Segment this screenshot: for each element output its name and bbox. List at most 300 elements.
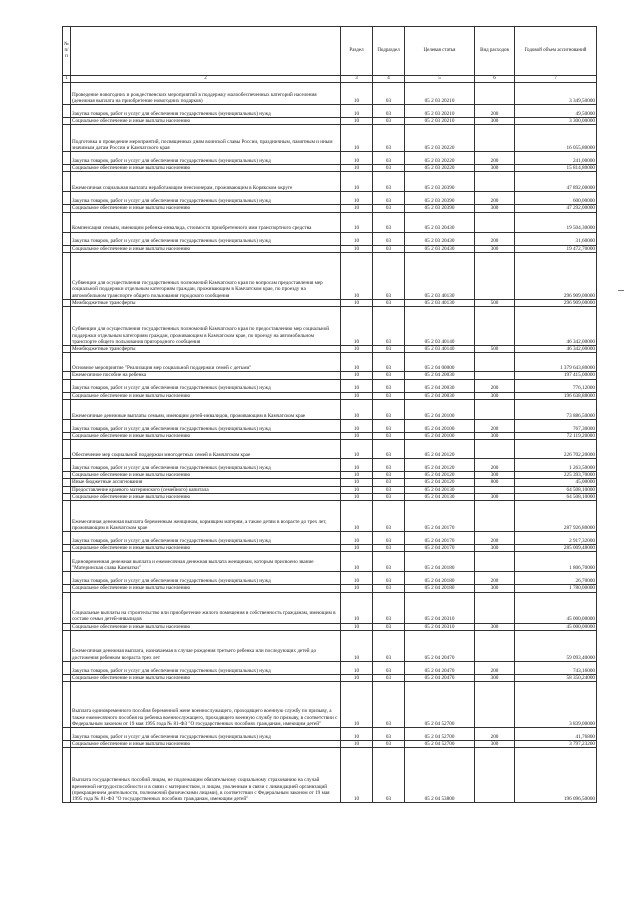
row-razdel: 10 xyxy=(341,419,373,432)
table-row xyxy=(63,674,597,681)
header-name xyxy=(71,27,341,76)
table-row xyxy=(63,152,597,165)
row-podrazdel: 03 xyxy=(373,192,405,205)
table-row xyxy=(63,748,597,803)
row-sum: 1 263,50000 xyxy=(515,459,597,472)
row-cst: 05 2 04 52700 xyxy=(405,740,475,747)
row-podrazdel: 03 xyxy=(373,125,405,152)
row-razdel: 10 xyxy=(341,83,373,105)
row-razdel: 10 xyxy=(341,346,373,353)
row-name: Закупка товаров, работ и услуг для обеспечения государственных (муниципальных) нужд xyxy=(71,572,341,585)
table-row xyxy=(63,392,597,399)
row-razdel: 10 xyxy=(341,459,373,472)
header-podrazdel: Подраздел xyxy=(373,27,405,76)
table-row xyxy=(63,212,597,232)
row-sum: 287 926,80000 xyxy=(515,501,597,532)
row-razdel: 10 xyxy=(341,245,373,252)
row-sum: 16 055,80000 xyxy=(515,125,597,152)
column-index: 1 xyxy=(63,76,71,83)
row-name: Социальное обеспечение и иные выплаты населению xyxy=(71,585,341,592)
row-cst: 05 2 03 40140 xyxy=(405,307,475,346)
row-vr xyxy=(475,486,515,493)
row-vr: 500 xyxy=(475,346,515,353)
row-name: Субвенции для осуществления государственных полномочий Камчатского края по предоставлению мер социальной поддержки отдельным категориям граждан, проживающим в Камчатском крае, по проезду на автомобильном транспорте общего пользования пригородного сообщения xyxy=(71,307,341,346)
row-cst: 05 2 03 20210 xyxy=(405,118,475,125)
row-sum: 2 917,32000 xyxy=(515,532,597,545)
table-row xyxy=(63,501,597,532)
row-name: Ежемесячное пособие на ребенка xyxy=(71,372,341,379)
column-index: 3 xyxy=(341,76,373,83)
row-sum: 1 379 643,80000 xyxy=(515,353,597,372)
column-index: 6 xyxy=(475,76,515,83)
row-razdel: 10 xyxy=(341,552,373,572)
table-row xyxy=(63,545,597,552)
row-sum: 196 096,50000 xyxy=(515,748,597,803)
row-name: Закупка товаров, работ и услуг для обеспечения государственных (муниципальных) нужд xyxy=(71,661,341,674)
row-name: Социальное обеспечение и иные выплаты населению xyxy=(71,165,341,172)
row-cst: 05 2 04 20170 xyxy=(405,545,475,552)
row-podrazdel: 03 xyxy=(373,661,405,674)
row-name: Выплата единовременного пособия беременной жене военнослужащего, проходящего военную службу по призыву, а также ежемесячного пособия на ребенка военнослужащего, проходящего военную службу по призыву, в соответствии с Федеральным законом от 19 мая 1995 года № 81-ФЗ "О государственных пособиях гражданам, имеющим детей" xyxy=(71,681,341,727)
row-num xyxy=(63,125,71,152)
row-vr xyxy=(475,372,515,379)
row-sum: 296 909,00000 xyxy=(515,252,597,299)
row-name: Подготовка и проведение мероприятий, посвященных дням воинской славы России, праздничным, памятным и иным значимым датам России и Камчатского края xyxy=(71,125,341,152)
table-row xyxy=(63,459,597,472)
row-cst: 05 2 04 20120 xyxy=(405,479,475,486)
row-razdel: 10 xyxy=(341,105,373,118)
row-cst: 05 2 04 20030 xyxy=(405,392,475,399)
row-cst: 05 2 03 20220 xyxy=(405,125,475,152)
row-vr xyxy=(475,252,515,299)
row-sum: 72 119,20000 xyxy=(515,432,597,439)
row-podrazdel: 03 xyxy=(373,532,405,545)
row-vr: 200 xyxy=(475,379,515,392)
row-razdel: 10 xyxy=(341,172,373,192)
row-name: Социальное обеспечение и иные выплаты населению xyxy=(71,205,341,212)
table-row xyxy=(63,118,597,125)
row-num xyxy=(63,727,71,740)
row-num xyxy=(63,532,71,545)
row-cst: 05 2 04 53800 xyxy=(405,748,475,803)
row-podrazdel: 03 xyxy=(373,479,405,486)
row-razdel: 10 xyxy=(341,661,373,674)
table-row xyxy=(63,552,597,572)
table-row xyxy=(63,125,597,152)
row-sum: 743,16000 xyxy=(515,661,597,674)
row-sum: 73 886,50000 xyxy=(515,399,597,419)
row-num xyxy=(63,399,71,419)
table-row xyxy=(63,661,597,674)
table-row xyxy=(63,252,597,299)
row-vr: 300 xyxy=(475,118,515,125)
row-sum: 49,50000 xyxy=(515,105,597,118)
row-podrazdel: 03 xyxy=(373,630,405,661)
row-razdel: 10 xyxy=(341,479,373,486)
row-num xyxy=(63,392,71,399)
header-num: № п/п xyxy=(63,27,71,76)
row-cst: 05 2 03 20390 xyxy=(405,192,475,205)
row-podrazdel: 03 xyxy=(373,172,405,192)
row-podrazdel: 03 xyxy=(373,392,405,399)
table-row xyxy=(63,165,597,172)
row-name: Компенсация семьям, имеющим ребенка-инвалида, стоимости приобретенного ими транспортного средства xyxy=(71,212,341,232)
row-podrazdel: 03 xyxy=(373,232,405,245)
table-row xyxy=(63,440,597,459)
row-podrazdel: 03 xyxy=(373,501,405,532)
column-index: 2 xyxy=(71,76,341,83)
row-cst: 05 2 03 20390 xyxy=(405,205,475,212)
row-sum: 15 814,80000 xyxy=(515,165,597,172)
row-podrazdel: 03 xyxy=(373,346,405,353)
row-vr xyxy=(475,125,515,152)
row-sum: 26,70000 xyxy=(515,572,597,585)
row-podrazdel: 03 xyxy=(373,440,405,459)
row-vr: 200 xyxy=(475,532,515,545)
row-cst: 05 2 04 20130 xyxy=(405,486,475,493)
row-podrazdel: 03 xyxy=(373,545,405,552)
row-cst: 05 2 03 40140 xyxy=(405,346,475,353)
row-name: Закупка товаров, работ и услуг для обеспечения государственных (муниципальных) нужд xyxy=(71,152,341,165)
row-vr: 300 xyxy=(475,740,515,747)
table-row xyxy=(63,83,597,105)
row-sum: 41,76800 xyxy=(515,727,597,740)
row-razdel: 10 xyxy=(341,307,373,346)
table-row xyxy=(63,372,597,379)
row-sum: 64 508,10000 xyxy=(515,493,597,500)
row-cst: 05 2 04 20310 xyxy=(405,592,475,623)
table-row xyxy=(63,740,597,747)
table-row xyxy=(63,592,597,623)
row-vr xyxy=(475,630,515,661)
table-row xyxy=(63,630,597,661)
row-razdel: 10 xyxy=(341,493,373,500)
row-sum: 59 093,40000 xyxy=(515,630,597,661)
row-num xyxy=(63,419,71,432)
row-razdel: 10 xyxy=(341,727,373,740)
row-podrazdel: 03 xyxy=(373,493,405,500)
row-razdel: 10 xyxy=(341,674,373,681)
row-cst: 05 2 04 20180 xyxy=(405,572,475,585)
row-sum: 296 909,00000 xyxy=(515,299,597,306)
row-vr: 300 xyxy=(475,432,515,439)
row-sum: 196 638,88000 xyxy=(515,392,597,399)
table-row xyxy=(63,486,597,493)
row-razdel: 10 xyxy=(341,585,373,592)
row-vr xyxy=(475,353,515,372)
row-podrazdel: 03 xyxy=(373,472,405,479)
row-razdel: 10 xyxy=(341,252,373,299)
row-vr: 300 xyxy=(475,623,515,630)
budget-table xyxy=(62,26,597,803)
row-num xyxy=(63,432,71,439)
table-row xyxy=(63,172,597,192)
row-num xyxy=(63,493,71,500)
row-sum: 3 300,00000 xyxy=(515,118,597,125)
row-cst: 05 2 03 20390 xyxy=(405,172,475,192)
row-podrazdel: 03 xyxy=(373,592,405,623)
row-num xyxy=(63,346,71,353)
row-sum: 45 000,00000 xyxy=(515,623,597,630)
row-num xyxy=(63,661,71,674)
row-vr: 200 xyxy=(475,661,515,674)
row-name: Закупка товаров, работ и услуг для обеспечения государственных (муниципальных) нужд xyxy=(71,379,341,392)
row-cst: 05 2 03 20430 xyxy=(405,232,475,245)
row-vr: 300 xyxy=(475,205,515,212)
table-row xyxy=(63,472,597,479)
row-vr: 300 xyxy=(475,545,515,552)
row-razdel: 10 xyxy=(341,353,373,372)
row-name: Закупка товаров, работ и услуг для обеспечения государственных (муниципальных) нужд xyxy=(71,105,341,118)
row-name: Основное мероприятие "Реализация мер социальной поддержки семей с детьми" xyxy=(71,353,341,372)
row-razdel: 10 xyxy=(341,572,373,585)
row-name: Социальное обеспечение и иные выплаты населению xyxy=(71,674,341,681)
row-num xyxy=(63,192,71,205)
row-vr xyxy=(475,501,515,532)
row-num xyxy=(63,472,71,479)
row-cst: 05 2 04 20470 xyxy=(405,674,475,681)
row-sum: 3 349,50000 xyxy=(515,83,597,105)
column-index-row xyxy=(63,76,597,83)
row-sum: 45,00000 xyxy=(515,479,597,486)
column-index: 4 xyxy=(373,76,405,83)
row-num xyxy=(63,245,71,252)
row-name: Выплата государственных пособий лицам, не подлежащим обязательному социальному страхованию на случай временной нетрудоспособности и в связи с материнством, и лицам, уволенным в связи с ликвидацией организаций (прекращением деятельности, полномочий физическими лицами), в соответствии с Федеральным законом от 19 мая 1995 года № 81-ФЗ "О государственных пособиях гражданам, имеющим детей" xyxy=(71,748,341,803)
row-name: Социальные выплаты на строительство или приобретение жилого помещения в собственность гражданам, имеющим в составе семьи детей-инвалидов xyxy=(71,592,341,623)
row-name: Закупка товаров, работ и услуг для обеспечения государственных (муниципальных) нужд xyxy=(71,532,341,545)
row-num xyxy=(63,479,71,486)
row-name: Закупка товаров, работ и услуг для обеспечения государственных (муниципальных) нужд xyxy=(71,727,341,740)
row-num xyxy=(63,353,71,372)
row-vr xyxy=(475,307,515,346)
row-sum: 197 415,00000 xyxy=(515,372,597,379)
row-podrazdel: 03 xyxy=(373,419,405,432)
row-num xyxy=(63,674,71,681)
row-vr xyxy=(475,440,515,459)
row-num xyxy=(63,307,71,346)
table-row xyxy=(63,585,597,592)
row-razdel: 10 xyxy=(341,681,373,727)
row-razdel: 10 xyxy=(341,748,373,803)
row-razdel: 10 xyxy=(341,392,373,399)
row-vr: 300 xyxy=(475,585,515,592)
row-vr: 200 xyxy=(475,105,515,118)
row-cst: 05 2 04 20120 xyxy=(405,472,475,479)
row-num xyxy=(63,592,71,623)
row-vr xyxy=(475,592,515,623)
row-razdel: 10 xyxy=(341,545,373,552)
row-cst: 05 2 04 20130 xyxy=(405,493,475,500)
row-num xyxy=(63,152,71,165)
row-name: Социальное обеспечение и иные выплаты населению xyxy=(71,545,341,552)
row-num xyxy=(63,486,71,493)
row-podrazdel: 03 xyxy=(373,372,405,379)
table-row xyxy=(63,105,597,118)
row-cst: 05 2 04 20100 xyxy=(405,399,475,419)
row-sum: 19 504,30000 xyxy=(515,212,597,232)
row-vr: 300 xyxy=(475,165,515,172)
row-name: Ежемесячная социальная выплата неработающим пенсионерам, проживающим в Корякском округе xyxy=(71,172,341,192)
row-sum: 47 892,00000 xyxy=(515,172,597,192)
row-vr: 300 xyxy=(475,392,515,399)
row-sum: 285 009,48000 xyxy=(515,545,597,552)
table-row xyxy=(63,299,597,306)
row-num xyxy=(63,572,71,585)
row-podrazdel: 03 xyxy=(373,748,405,803)
row-vr: 300 xyxy=(475,472,515,479)
table-header-row xyxy=(63,27,597,76)
row-podrazdel: 03 xyxy=(373,105,405,118)
row-podrazdel: 03 xyxy=(373,307,405,346)
row-num xyxy=(63,165,71,172)
row-sum: 31,60000 xyxy=(515,232,597,245)
row-razdel: 10 xyxy=(341,740,373,747)
row-razdel: 10 xyxy=(341,432,373,439)
row-name: Ежемесячные денежные выплаты семьям, имеющим детей-инвалидов, проживающим в Камчатском крае xyxy=(71,399,341,419)
row-vr xyxy=(475,681,515,727)
row-podrazdel: 03 xyxy=(373,83,405,105)
row-name: Закупка товаров, работ и услуг для обеспечения государственных (муниципальных) нужд xyxy=(71,459,341,472)
row-podrazdel: 03 xyxy=(373,585,405,592)
row-num xyxy=(63,232,71,245)
row-razdel: 10 xyxy=(341,440,373,459)
row-cst: 05 2 04 20100 xyxy=(405,432,475,439)
row-razdel: 10 xyxy=(341,592,373,623)
row-cst: 05 2 04 20030 xyxy=(405,372,475,379)
row-sum: 45 000,00000 xyxy=(515,592,597,623)
row-podrazdel: 03 xyxy=(373,623,405,630)
row-num xyxy=(63,440,71,459)
table-row xyxy=(63,192,597,205)
row-num xyxy=(63,118,71,125)
row-sum: 225 393,70000 xyxy=(515,472,597,479)
row-vr: 200 xyxy=(475,459,515,472)
row-name: Социальное обеспечение и иные выплаты населению xyxy=(71,623,341,630)
row-podrazdel: 03 xyxy=(373,212,405,232)
row-cst: 05 2 04 20030 xyxy=(405,379,475,392)
table-row xyxy=(63,379,597,392)
row-sum: 46 342,00000 xyxy=(515,346,597,353)
row-razdel: 10 xyxy=(341,630,373,661)
row-podrazdel: 03 xyxy=(373,727,405,740)
row-num xyxy=(63,459,71,472)
row-podrazdel: 03 xyxy=(373,681,405,727)
row-cst: 05 2 04 20180 xyxy=(405,585,475,592)
row-cst: 05 2 04 20170 xyxy=(405,501,475,532)
row-cst: 05 2 04 20470 xyxy=(405,661,475,674)
table-row xyxy=(63,493,597,500)
row-cst: 05 2 03 20430 xyxy=(405,245,475,252)
row-num xyxy=(63,252,71,299)
row-cst: 05 2 04 00000 xyxy=(405,353,475,372)
row-cst: 05 2 03 20220 xyxy=(405,152,475,165)
table-row xyxy=(63,572,597,585)
row-podrazdel: 03 xyxy=(373,379,405,392)
row-podrazdel: 03 xyxy=(373,740,405,747)
row-num xyxy=(63,299,71,306)
row-name: Социальное обеспечение и иные выплаты населению xyxy=(71,392,341,399)
table-row xyxy=(63,479,597,486)
row-num xyxy=(63,552,71,572)
row-name: Единовременная денежная выплата и ежемесячная денежная выплата женщинам, которым присвоено звание "Материнская слава Камчатки" xyxy=(71,552,341,572)
row-num xyxy=(63,748,71,803)
row-vr xyxy=(475,399,515,419)
row-cst: 05 2 03 20220 xyxy=(405,165,475,172)
row-name: Социальное обеспечение и иные выплаты населению xyxy=(71,245,341,252)
row-name: Ежемесячная денежная выплата беременным женщинам, кормящим матерям, а также детям в возрасте до трех лет, проживающим в Камчатском крае xyxy=(71,501,341,532)
header-razdel: Раздел xyxy=(341,27,373,76)
row-razdel: 10 xyxy=(341,165,373,172)
row-razdel: 10 xyxy=(341,118,373,125)
row-sum: 3 797,23200 xyxy=(515,740,597,747)
table-row xyxy=(63,681,597,727)
row-num xyxy=(63,681,71,727)
row-cst: 05 2 04 52700 xyxy=(405,681,475,727)
row-razdel: 10 xyxy=(341,379,373,392)
row-vr: 500 xyxy=(475,299,515,306)
row-num xyxy=(63,172,71,192)
row-name: Субвенции для осуществления государственных полномочий Камчатского края по вопросам предоставления мер социальной поддержки отдельным категориям граждан, проживающим в Камчатском крае, по проезду на автомобильном транспорте общего пользования городского сообщения xyxy=(71,252,341,299)
row-cst: 05 2 03 40130 xyxy=(405,252,475,299)
header-vr: Вид расходов xyxy=(475,27,515,76)
table-row xyxy=(63,419,597,432)
table-row xyxy=(63,232,597,245)
row-sum: 600,00000 xyxy=(515,192,597,205)
row-cst: 05 2 04 20470 xyxy=(405,630,475,661)
table-row xyxy=(63,307,597,346)
row-podrazdel: 03 xyxy=(373,486,405,493)
row-cst: 05 2 04 20170 xyxy=(405,532,475,545)
row-razdel: 10 xyxy=(341,623,373,630)
row-name: Ежемесячная денежная выплата, назначаемая в случае рождения третьего ребенка или последующих детей до достижения ребенком возраста трех лет xyxy=(71,630,341,661)
row-vr xyxy=(475,212,515,232)
row-razdel: 10 xyxy=(341,486,373,493)
row-razdel: 10 xyxy=(341,212,373,232)
row-podrazdel: 03 xyxy=(373,205,405,212)
row-name: Иные бюджетные ассигнования xyxy=(71,479,341,486)
row-vr xyxy=(475,83,515,105)
row-name: Социальное обеспечение и иные выплаты населению xyxy=(71,493,341,500)
row-num xyxy=(63,740,71,747)
row-name: Предоставление краевого материнского (семейного) капитала xyxy=(71,486,341,493)
row-cst: 05 2 03 20430 xyxy=(405,212,475,232)
row-podrazdel: 03 xyxy=(373,674,405,681)
row-podrazdel: 03 xyxy=(373,165,405,172)
row-podrazdel: 03 xyxy=(373,459,405,472)
row-sum: 241,00000 xyxy=(515,152,597,165)
row-vr: 800 xyxy=(475,479,515,486)
row-cst: 05 2 04 20120 xyxy=(405,459,475,472)
row-razdel: 10 xyxy=(341,232,373,245)
row-vr: 200 xyxy=(475,572,515,585)
row-sum: 64 508,10000 xyxy=(515,486,597,493)
table-row xyxy=(63,245,597,252)
header-sum: Годовой объем ассигнований xyxy=(515,27,597,76)
row-podrazdel: 03 xyxy=(373,152,405,165)
row-razdel: 10 xyxy=(341,125,373,152)
row-razdel: 10 xyxy=(341,299,373,306)
row-vr xyxy=(475,748,515,803)
row-sum: 46 342,00000 xyxy=(515,307,597,346)
row-cst: 05 2 04 20310 xyxy=(405,623,475,630)
row-vr: 200 xyxy=(475,152,515,165)
row-sum: 19 472,70000 xyxy=(515,245,597,252)
row-sum: 58 350,24000 xyxy=(515,674,597,681)
row-podrazdel: 03 xyxy=(373,432,405,439)
row-razdel: 10 xyxy=(341,472,373,479)
row-vr: 200 xyxy=(475,232,515,245)
header-cst: Целевая статья xyxy=(405,27,475,76)
